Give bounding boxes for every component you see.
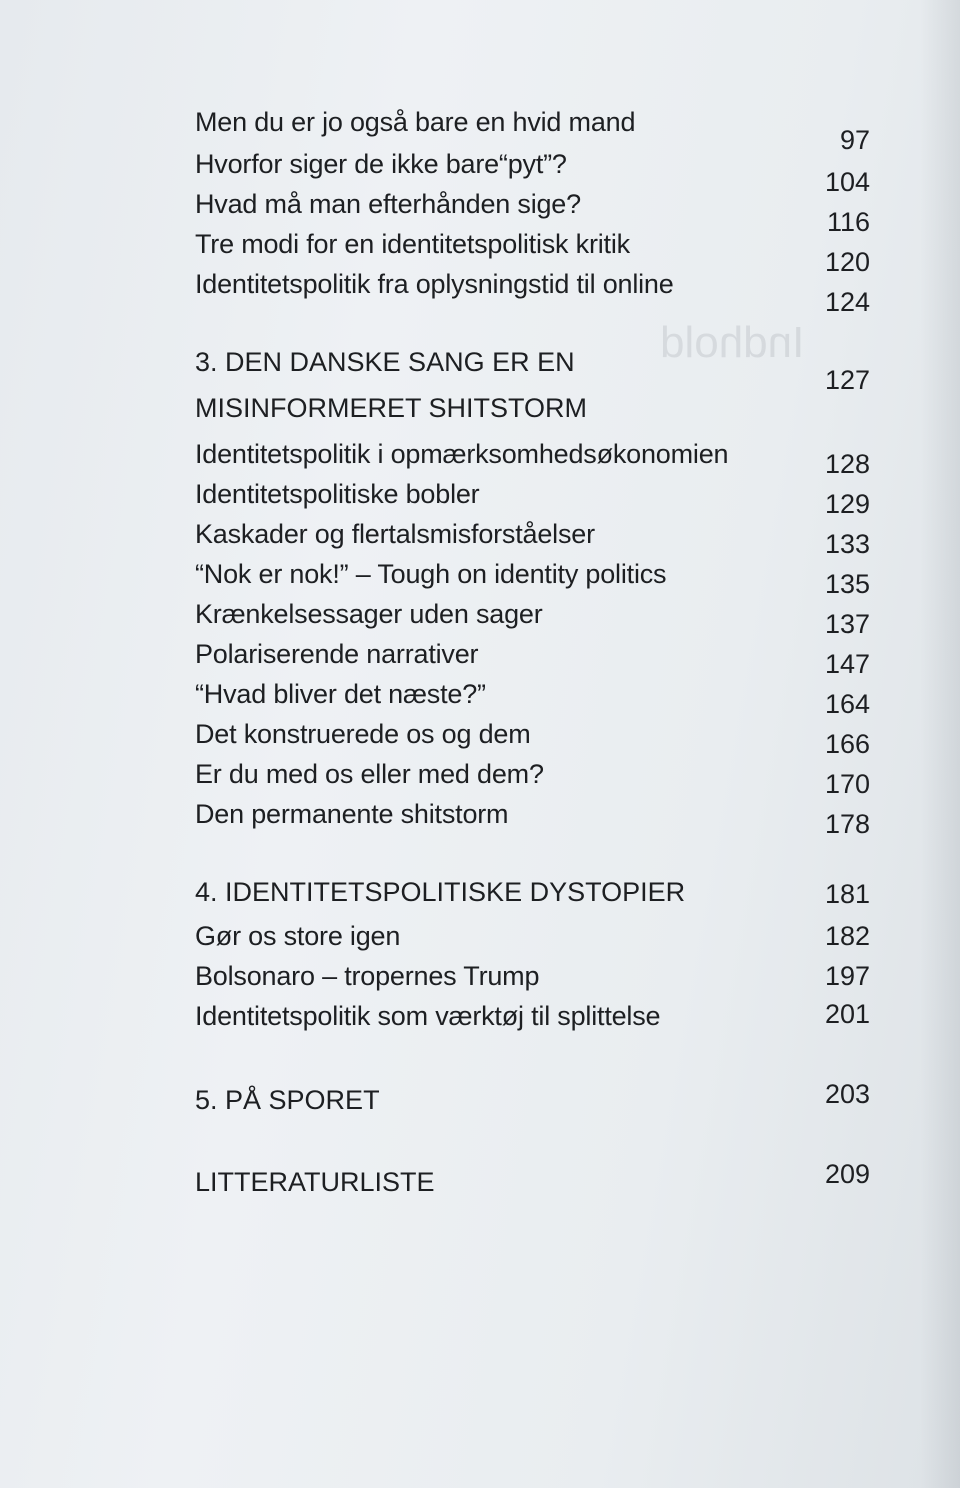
toc-entry-title: “Nok er nok!” – Tough on identity politics: [195, 559, 667, 589]
toc-entry: [195, 958, 870, 996]
toc-entry: [195, 596, 870, 639]
toc-entry-title: Krænkelsessager uden sager: [195, 599, 543, 629]
toc-entry-title: Hvorfor siger de ikke bare“pyt”?: [195, 149, 567, 179]
toc-entry-page: 203: [824, 1079, 870, 1109]
toc-chapter-title: 3. DEN DANSKE SANG ER EN: [195, 347, 575, 377]
toc-entry-title: Hvad må man efterhånden sige?: [195, 189, 581, 219]
toc-entry: [195, 516, 870, 559]
toc-entry-page: 181: [824, 879, 870, 909]
toc-entry: [195, 676, 870, 719]
toc-entry-title: Identitetspolitik som værktøj til splittelse: [195, 1001, 661, 1031]
toc-entry-title: Det konstruerede os og dem: [195, 719, 531, 749]
toc-entry-page: 104: [824, 167, 870, 197]
toc-entry: [195, 756, 870, 799]
toc-chapter-title: 4. IDENTITETSPOLITISKE DYSTOPIER: [195, 877, 686, 907]
toc-entry-title: Den permanente shitstorm: [195, 799, 509, 829]
toc-entry-page: 127: [824, 365, 870, 395]
toc-entry-page: 201: [824, 999, 870, 1029]
toc-entry: [195, 716, 870, 759]
toc-entry-page: 170: [824, 769, 870, 799]
toc-entry: [195, 476, 870, 519]
toc-entry-page: 147: [824, 649, 870, 679]
toc-entry-page: 137: [824, 609, 870, 639]
toc-chapter-heading: [195, 1079, 870, 1120]
toc-chapter-heading: [195, 874, 870, 912]
toc-entry-page: 120: [824, 247, 870, 277]
toc-entry-title: Bolsonaro – tropernes Trump: [195, 961, 540, 991]
toc-entry: [195, 436, 870, 479]
toc-entry-page: 124: [824, 287, 870, 317]
toc-entry: [195, 998, 870, 1036]
toc-entry-title: Identitetspolitik i opmærksomhedsøkonomien: [195, 439, 729, 469]
toc-entry: [195, 104, 870, 155]
toc-entry: [195, 226, 870, 277]
toc-entry: [195, 918, 870, 956]
toc-entry-title: Identitetspolitik fra oplysningstid til online: [195, 269, 674, 299]
toc-chapter-title: 5. PÅ SPORET: [195, 1085, 380, 1115]
toc-entry-title: Gør os store igen: [195, 921, 401, 951]
bleed-through-heading: Indhold: [660, 318, 805, 367]
toc-entry-title: “Hvad bliver det næste?”: [195, 679, 486, 709]
toc-entry-page: 178: [824, 809, 870, 839]
toc-entry: [195, 266, 870, 317]
toc-entry-page: 97: [839, 125, 870, 155]
toc-entry-page: 166: [824, 729, 870, 759]
toc-chapter-heading: [195, 344, 870, 395]
toc-entry-page: 164: [824, 689, 870, 719]
toc-entry: [195, 556, 870, 599]
toc-entry-page: 133: [824, 529, 870, 559]
toc-entry: [195, 146, 870, 197]
toc-entry-title: Polariserende narrativer: [195, 639, 479, 669]
toc-chapter-heading: [195, 1159, 870, 1202]
toc-entry: [195, 186, 870, 237]
toc-entry: [195, 636, 870, 679]
toc-entry-title: Identitetspolitiske bobler: [195, 479, 480, 509]
toc-entry-page: 129: [824, 489, 870, 519]
toc-entry-title: Men du er jo også bare en hvid mand: [195, 107, 636, 137]
toc-entry-page: 135: [824, 569, 870, 599]
toc-entry-title: Kaskader og flertalsmisforståelser: [195, 519, 595, 549]
toc-chapter-title: LITTERATURLISTE: [195, 1167, 435, 1197]
toc-entry-page: 197: [824, 961, 870, 991]
toc-entry-page: 128: [824, 449, 870, 479]
toc-entry-page: 182: [824, 921, 870, 951]
toc-entry-page: 116: [826, 207, 870, 237]
toc-entry-page: 209: [824, 1159, 870, 1189]
toc-entry: [195, 796, 870, 839]
toc-entry-title: Tre modi for en identitetspolitisk kritik: [195, 229, 630, 259]
toc-chapter-title-line2: MISINFORMERET SHITSTORM: [195, 393, 588, 423]
toc-entry-title: Er du med os eller med dem?: [195, 759, 544, 789]
